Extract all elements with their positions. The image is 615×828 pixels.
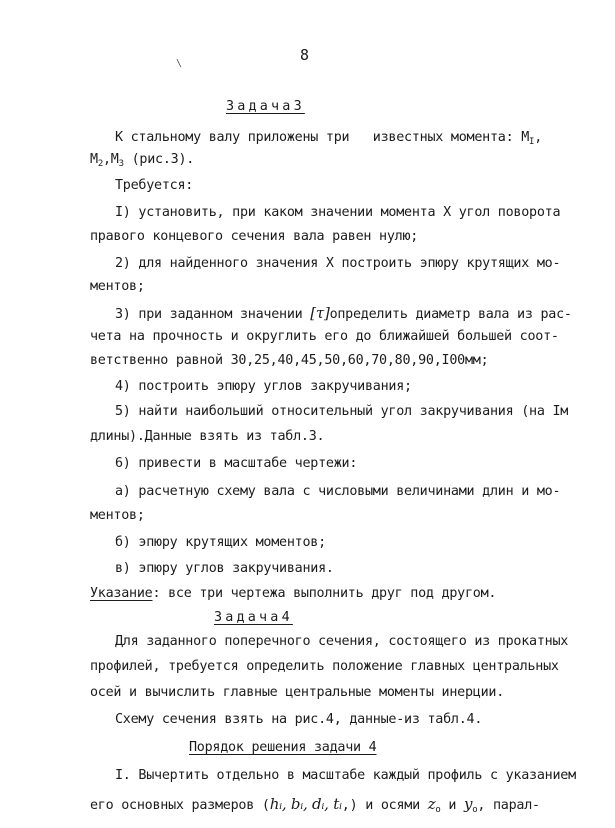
step1-line1: I. Вычертить отдельно в масштабе каждый профиль с указанием bbox=[115, 768, 576, 783]
task4-p2: Схему сечения взять на рис.4, данные-из табл.4. bbox=[115, 712, 483, 727]
task4-p1-line1: Для заданного поперечного сечения, состоящего из прокатных bbox=[115, 634, 569, 649]
item6b: б) эпюру крутящих моментов; bbox=[115, 535, 326, 550]
task3-intro-line2: $M_2,M_3$ (рис.3). bbox=[90, 152, 195, 169]
profile-dimensions: hᵢ, bᵢ, dᵢ, tᵢ bbox=[269, 795, 342, 813]
task4-p1-line3: осей и вычислить главные центральные моменты инерции. bbox=[90, 685, 505, 700]
task3-heading: Задача3 bbox=[226, 99, 305, 114]
item1-line1: I) установить, при каком значении момента X угол поворота bbox=[115, 205, 561, 220]
item6a-line2: ментов; bbox=[90, 508, 145, 523]
item2-line2: ментов; bbox=[90, 279, 145, 294]
order-heading: Порядок решения задачи 4 bbox=[189, 740, 377, 755]
task4-heading: Задача4 bbox=[214, 610, 293, 625]
item6a-line1: а) расчетную схему вала с числовыми величинами длин и мо- bbox=[115, 484, 561, 499]
item5-line1: 5) найти наибольший относительный угол закручивания (на Iм bbox=[115, 404, 569, 419]
item3-line1: 3) при заданном значении [τ]определить диаметр вала из рас- bbox=[115, 304, 572, 322]
item6c: в) эпюру углов закручивания. bbox=[115, 561, 334, 576]
note-label: Указание bbox=[90, 586, 153, 601]
required-label: Требуется: bbox=[115, 178, 194, 193]
item2-line1: 2) для найденного значения X построить эпюру крутящих мо- bbox=[115, 256, 561, 271]
task3-intro-line1: К стальному валу приложены три известных момента: $M_I$, bbox=[115, 130, 543, 147]
item4: 4) построить эпюру углов закручивания; bbox=[115, 379, 412, 394]
note: Указание: все три чертежа выполнить друг под другом. bbox=[90, 586, 497, 601]
item3-line2: чета на прочность и округлить его до ближайшей большей соот- bbox=[90, 329, 559, 344]
item1-line2: правого концевого сечения вала равен нулю; bbox=[90, 229, 419, 244]
step1-line2: его основных размеров (hᵢ, bᵢ, dᵢ, tᵢ,) и осями $z_o$ и $y_o$, парал- bbox=[90, 795, 540, 815]
task4-p1-line2: профилей, требуется определить положение главных центральных bbox=[90, 659, 559, 674]
item6: 6) привести в масштабе чертежи: bbox=[115, 456, 358, 471]
item3-line3: ветственно равной 30,25,40,45,50,60,70,80,90,I00мм; bbox=[90, 353, 489, 368]
scan-mark: \ bbox=[176, 58, 183, 69]
tau-symbol: [τ] bbox=[310, 304, 330, 322]
page-number: 8 bbox=[300, 46, 310, 64]
item5-line2: длины).Данные взять из табл.3. bbox=[90, 429, 325, 444]
